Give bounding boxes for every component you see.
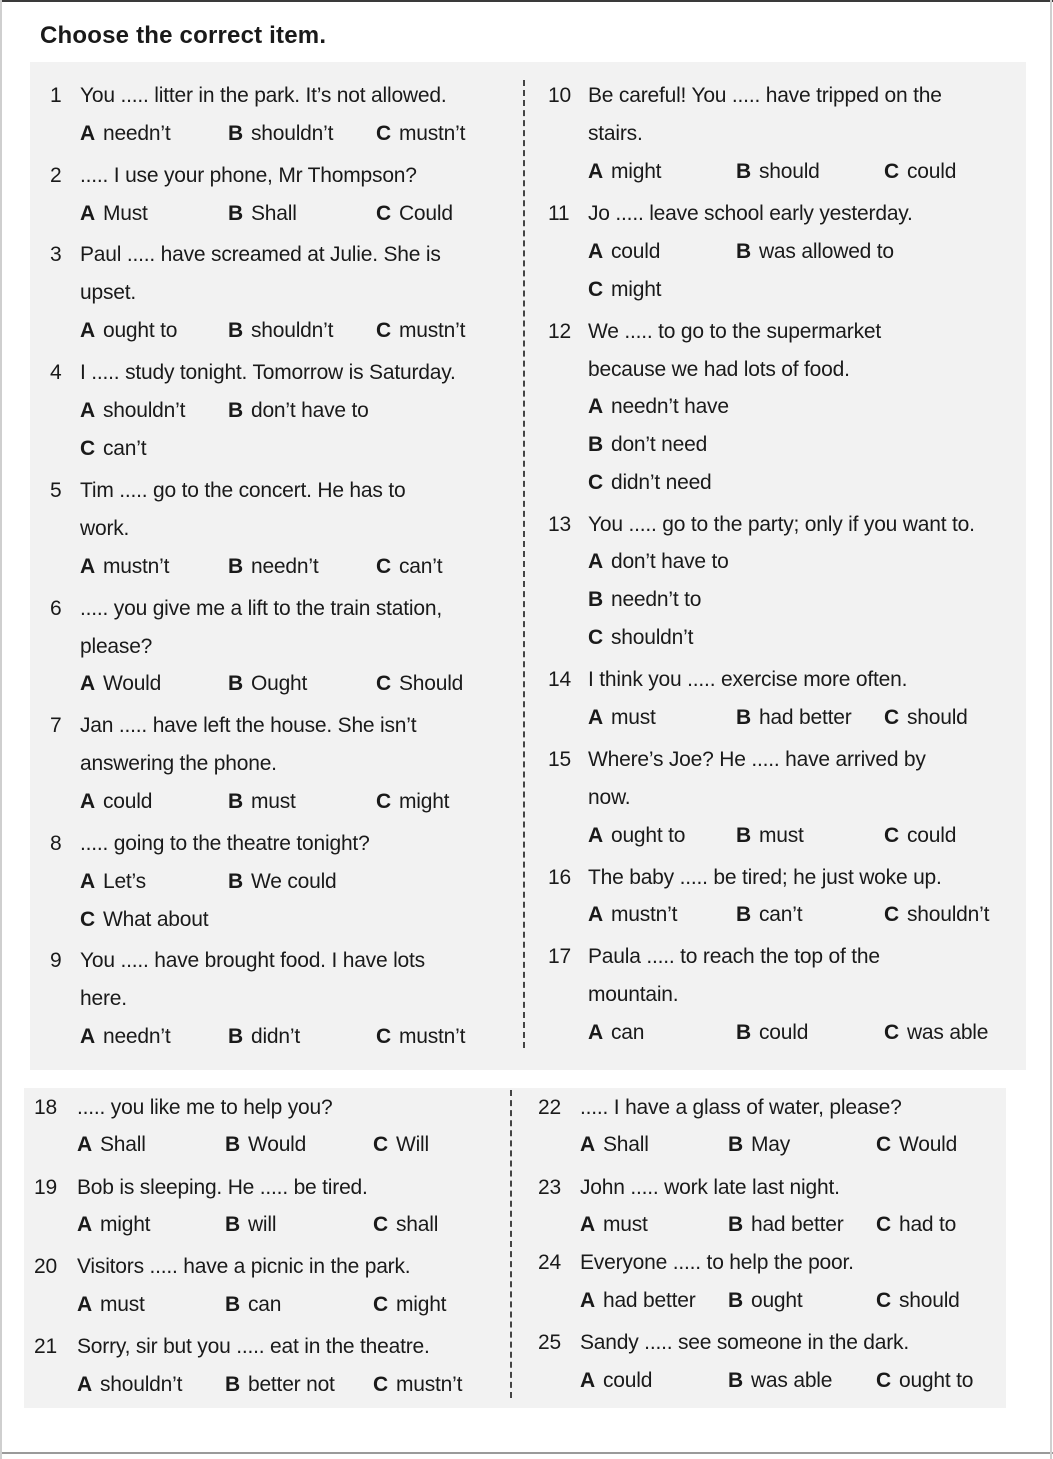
question-number: 24 <box>538 1251 561 1274</box>
option-text: May <box>750 1133 791 1156</box>
answer-option[interactable] <box>588 160 661 184</box>
option-text: didn’t need <box>610 471 712 494</box>
option-text: must <box>99 1293 145 1316</box>
option-letter: A <box>580 1213 595 1236</box>
answer-option[interactable] <box>580 1213 648 1237</box>
option-text: might <box>99 1213 151 1236</box>
option-text: might <box>398 790 450 813</box>
option-text: Would <box>898 1133 958 1156</box>
answer-option[interactable] <box>588 240 660 264</box>
option-text: can’t <box>398 555 443 578</box>
option-letter: C <box>376 319 391 342</box>
option-text: shouldn’t <box>250 319 334 342</box>
option-text: had better <box>750 1213 844 1236</box>
option-letter: B <box>225 1293 240 1316</box>
option-letter: B <box>228 1025 243 1048</box>
question-number: 12 <box>548 320 571 343</box>
answer-option[interactable] <box>580 1369 652 1393</box>
option-text: should <box>898 1289 960 1312</box>
answer-option[interactable] <box>588 588 701 612</box>
answer-option[interactable] <box>884 824 956 848</box>
question-number: 4 <box>50 361 62 384</box>
option-text: can <box>610 1021 645 1044</box>
answer-option[interactable] <box>736 824 804 848</box>
page-left-border <box>0 0 2 1459</box>
option-text: could <box>102 790 153 813</box>
option-letter: C <box>376 790 391 813</box>
option-text: ought to <box>610 824 686 847</box>
question-number: 6 <box>50 597 62 620</box>
option-letter: B <box>225 1373 240 1396</box>
option-letter: C <box>876 1289 891 1312</box>
option-text: was able <box>750 1369 833 1392</box>
question-number: 17 <box>548 945 571 968</box>
option-letter: C <box>376 672 391 695</box>
option-text: will <box>247 1213 277 1236</box>
option-letter: A <box>80 672 95 695</box>
option-letter: A <box>80 870 95 893</box>
option-letter: A <box>580 1133 595 1156</box>
question-text: answering the phone. <box>80 752 277 775</box>
option-text: can’t <box>102 437 147 460</box>
answer-option[interactable] <box>373 1293 446 1317</box>
answer-option[interactable] <box>580 1289 696 1313</box>
question-text: Be careful! You ..... have tripped on the <box>588 84 942 107</box>
answer-option[interactable] <box>80 437 146 461</box>
option-letter: A <box>588 240 603 263</box>
question-text: upset. <box>80 281 137 304</box>
answer-option[interactable] <box>884 1021 988 1045</box>
option-letter: C <box>376 1025 391 1048</box>
answer-option[interactable] <box>736 903 802 927</box>
option-letter: C <box>376 122 391 145</box>
answer-option[interactable] <box>80 870 146 894</box>
answer-option[interactable] <box>876 1133 957 1157</box>
question-text: You ..... go to the party; only if you want to. <box>588 513 975 536</box>
option-letter: B <box>228 399 243 422</box>
question-text: now. <box>588 786 631 809</box>
answer-option[interactable] <box>228 555 318 579</box>
answer-option[interactable] <box>80 672 161 696</box>
option-text: What about <box>102 908 209 931</box>
question-text: Bob is sleeping. He ..... be tired. <box>77 1176 368 1199</box>
answer-option[interactable] <box>588 706 656 730</box>
option-letter: A <box>80 399 95 422</box>
question-text: ..... I use your phone, Mr Thompson? <box>80 164 417 187</box>
option-letter: A <box>588 550 603 573</box>
option-text: Would <box>102 672 162 695</box>
option-letter: C <box>884 824 899 847</box>
question-number: 15 <box>548 748 571 771</box>
option-text: Will <box>395 1133 429 1156</box>
answer-option[interactable] <box>80 790 152 814</box>
question-number: 2 <box>50 164 62 187</box>
answer-option[interactable] <box>588 433 707 457</box>
answer-option[interactable] <box>876 1369 973 1393</box>
answer-option[interactable] <box>77 1373 182 1397</box>
answer-option[interactable] <box>80 908 208 932</box>
option-letter: C <box>884 903 899 926</box>
option-letter: B <box>736 160 751 183</box>
answer-option[interactable] <box>228 790 296 814</box>
question-text: Visitors ..... have a picnic in the park. <box>77 1255 411 1278</box>
answer-option[interactable] <box>376 790 449 814</box>
option-text: shouldn’t <box>102 399 186 422</box>
answer-option[interactable] <box>736 1021 808 1045</box>
option-letter: C <box>884 706 899 729</box>
question-text: ..... I have a glass of water, please? <box>580 1096 902 1119</box>
option-text: should <box>906 706 968 729</box>
option-text: must <box>610 706 656 729</box>
column-divider-bottom <box>510 1090 512 1398</box>
option-text: could <box>758 1021 809 1044</box>
answer-option[interactable] <box>80 399 185 423</box>
option-letter: A <box>80 319 95 342</box>
option-text: needn’t to <box>610 588 702 611</box>
option-letter: C <box>876 1213 891 1236</box>
option-letter: C <box>373 1373 388 1396</box>
option-text: might <box>610 160 662 183</box>
answer-option[interactable] <box>588 626 693 650</box>
answer-option[interactable] <box>376 202 453 226</box>
answer-option[interactable] <box>77 1293 145 1317</box>
answer-option[interactable] <box>376 319 465 343</box>
option-text: needn’t have <box>610 395 729 418</box>
option-text: needn’t <box>250 555 319 578</box>
option-letter: B <box>736 706 751 729</box>
option-letter: A <box>80 1025 95 1048</box>
option-letter: B <box>588 588 603 611</box>
option-text: Could <box>398 202 453 225</box>
answer-option[interactable] <box>373 1213 438 1237</box>
answer-option[interactable] <box>80 1025 170 1049</box>
option-text: better not <box>247 1373 335 1396</box>
option-text: Let’s <box>102 870 146 893</box>
option-text: mustn’t <box>398 1025 466 1048</box>
question-text: Sorry, sir but you ..... eat in the theatre. <box>77 1335 430 1358</box>
question-number: 21 <box>34 1335 57 1358</box>
option-letter: C <box>588 278 603 301</box>
answer-option[interactable] <box>77 1133 146 1157</box>
question-number: 22 <box>538 1096 561 1119</box>
question-text: I ..... study tonight. Tomorrow is Saturday. <box>80 361 456 384</box>
question-text: The baby ..... be tired; he just woke up. <box>588 866 942 889</box>
answer-option[interactable] <box>228 122 333 146</box>
option-text: Shall <box>602 1133 649 1156</box>
option-letter: A <box>588 903 603 926</box>
option-text: must <box>602 1213 648 1236</box>
option-letter: A <box>77 1373 92 1396</box>
answer-option[interactable] <box>588 550 729 574</box>
question-text: Sandy ..... see someone in the dark. <box>580 1331 909 1354</box>
option-text: Shall <box>250 202 297 225</box>
answer-option[interactable] <box>228 399 369 423</box>
answer-option[interactable] <box>376 672 463 696</box>
option-letter: B <box>228 672 243 695</box>
question-text: ..... you like me to help you? <box>77 1096 333 1119</box>
answer-option[interactable] <box>225 1373 335 1397</box>
option-text: can’t <box>758 903 803 926</box>
option-letter: A <box>588 395 603 418</box>
question-number: 1 <box>50 84 62 107</box>
option-text: Shall <box>99 1133 146 1156</box>
page-top-border <box>0 0 1053 2</box>
page-right-border <box>1050 0 1052 1459</box>
question-text: mountain. <box>588 983 679 1006</box>
option-letter: B <box>736 1021 751 1044</box>
answer-option[interactable] <box>728 1133 790 1157</box>
answer-option[interactable] <box>884 160 956 184</box>
option-text: needn’t <box>102 122 171 145</box>
question-number: 7 <box>50 714 62 737</box>
option-letter: B <box>736 240 751 263</box>
answer-option[interactable] <box>373 1133 429 1157</box>
option-text: was able <box>906 1021 989 1044</box>
option-letter: A <box>77 1213 92 1236</box>
question-text: Tim ..... go to the concert. He has to <box>80 479 406 502</box>
answer-option[interactable] <box>376 122 465 146</box>
option-letter: B <box>728 1133 743 1156</box>
option-text: had better <box>758 706 852 729</box>
option-letter: B <box>228 202 243 225</box>
answer-option[interactable] <box>728 1289 803 1313</box>
question-text: You ..... have brought food. I have lots <box>80 949 425 972</box>
option-letter: B <box>588 433 603 456</box>
question-text: Jan ..... have left the house. She isn’t <box>80 714 417 737</box>
option-letter: C <box>588 471 603 494</box>
option-letter: B <box>228 122 243 145</box>
question-text: ..... going to the theatre tonight? <box>80 832 370 855</box>
question-number: 20 <box>34 1255 57 1278</box>
option-text: Would <box>247 1133 307 1156</box>
answer-option[interactable] <box>80 555 169 579</box>
option-letter: C <box>376 202 391 225</box>
option-text: Must <box>102 202 148 225</box>
option-letter: A <box>80 790 95 813</box>
answer-option[interactable] <box>228 202 297 226</box>
option-letter: B <box>728 1213 743 1236</box>
option-text: could <box>610 240 661 263</box>
answer-option[interactable] <box>728 1369 832 1393</box>
option-text: mustn’t <box>395 1373 463 1396</box>
answer-option[interactable] <box>588 903 677 927</box>
option-letter: A <box>77 1133 92 1156</box>
question-text: John ..... work late last night. <box>580 1176 840 1199</box>
option-text: shouldn’t <box>610 626 694 649</box>
option-letter: A <box>588 160 603 183</box>
option-text: ought to <box>898 1369 974 1392</box>
option-letter: A <box>580 1289 595 1312</box>
option-text: didn’t <box>250 1025 300 1048</box>
answer-option[interactable] <box>728 1213 844 1237</box>
answer-option[interactable] <box>580 1133 649 1157</box>
option-text: shouldn’t <box>906 903 990 926</box>
option-text: mustn’t <box>102 555 170 578</box>
question-text: We ..... to go to the supermarket <box>588 320 881 343</box>
option-letter: C <box>373 1293 388 1316</box>
bottom-exercise-panel <box>24 1088 1006 1408</box>
answer-option[interactable] <box>588 278 661 302</box>
answer-option[interactable] <box>588 395 729 419</box>
option-letter: B <box>228 790 243 813</box>
option-text: We could <box>250 870 337 893</box>
option-letter: B <box>736 903 751 926</box>
question-text: ..... you give me a lift to the train station, <box>80 597 442 620</box>
answer-option[interactable] <box>876 1289 960 1313</box>
question-text: here. <box>80 987 127 1010</box>
option-text: might <box>610 278 662 301</box>
option-text: don’t have to <box>250 399 369 422</box>
option-text: needn’t <box>102 1025 171 1048</box>
option-letter: B <box>728 1289 743 1312</box>
answer-option[interactable] <box>228 672 307 696</box>
option-text: had to <box>898 1213 957 1236</box>
answer-option[interactable] <box>876 1213 956 1237</box>
option-text: might <box>395 1293 447 1316</box>
question-number: 14 <box>548 668 571 691</box>
option-letter: C <box>373 1133 388 1156</box>
option-text: don’t have to <box>610 550 729 573</box>
answer-option[interactable] <box>80 122 170 146</box>
option-letter: C <box>876 1133 891 1156</box>
option-letter: B <box>225 1133 240 1156</box>
question-text: I think you ..... exercise more often. <box>588 668 908 691</box>
option-letter: B <box>228 870 243 893</box>
option-letter: A <box>80 122 95 145</box>
option-text: Ought <box>250 672 308 695</box>
option-text: mustn’t <box>398 122 466 145</box>
question-number: 10 <box>548 84 571 107</box>
question-number: 25 <box>538 1331 561 1354</box>
answer-option[interactable] <box>884 903 989 927</box>
question-number: 9 <box>50 949 62 972</box>
option-letter: A <box>580 1369 595 1392</box>
answer-option[interactable] <box>884 706 968 730</box>
option-letter: C <box>876 1369 891 1392</box>
question-number: 11 <box>548 202 570 225</box>
answer-option[interactable] <box>736 160 820 184</box>
option-text: must <box>250 790 296 813</box>
exercise-title: Choose the correct item. <box>40 22 327 49</box>
answer-option[interactable] <box>376 555 442 579</box>
option-text: should <box>758 160 820 183</box>
option-letter: C <box>80 437 95 460</box>
answer-option[interactable] <box>80 319 177 343</box>
question-number: 5 <box>50 479 62 502</box>
question-number: 23 <box>538 1176 561 1199</box>
option-text: can <box>247 1293 282 1316</box>
question-number: 19 <box>34 1176 57 1199</box>
answer-option[interactable] <box>736 240 894 264</box>
answer-option[interactable] <box>376 1025 465 1049</box>
question-number: 8 <box>50 832 62 855</box>
option-letter: B <box>228 319 243 342</box>
question-text: Where’s Joe? He ..... have arrived by <box>588 748 926 771</box>
option-letter: A <box>588 824 603 847</box>
option-letter: C <box>376 555 391 578</box>
option-letter: A <box>80 555 95 578</box>
option-text: shall <box>395 1213 439 1236</box>
answer-option[interactable] <box>225 1213 276 1237</box>
question-text: Jo ..... leave school early yesterday. <box>588 202 913 225</box>
answer-option[interactable] <box>225 1293 281 1317</box>
option-text: could <box>906 824 957 847</box>
option-letter: A <box>588 1021 603 1044</box>
page-bottom-border <box>0 1452 1053 1454</box>
question-text: Paul ..... have screamed at Julie. She is <box>80 243 441 266</box>
option-text: Should <box>398 672 464 695</box>
answer-option[interactable] <box>736 706 852 730</box>
answer-option[interactable] <box>228 1025 300 1049</box>
question-number: 16 <box>548 866 571 889</box>
option-letter: C <box>884 160 899 183</box>
question-text: because we had lots of food. <box>588 358 850 381</box>
answer-option[interactable] <box>225 1133 306 1157</box>
option-text: was allowed to <box>758 240 894 263</box>
option-letter: B <box>225 1213 240 1236</box>
option-text: could <box>602 1369 653 1392</box>
column-divider-top <box>523 80 525 1048</box>
option-letter: B <box>228 555 243 578</box>
answer-option[interactable] <box>80 202 148 226</box>
answer-option[interactable] <box>373 1373 462 1397</box>
answer-option[interactable] <box>228 319 333 343</box>
option-letter: A <box>80 202 95 225</box>
answer-option[interactable] <box>77 1213 150 1237</box>
answer-option[interactable] <box>588 1021 644 1045</box>
answer-option[interactable] <box>228 870 337 894</box>
option-letter: C <box>373 1213 388 1236</box>
option-text: must <box>758 824 804 847</box>
answer-option[interactable] <box>588 471 712 495</box>
answer-option[interactable] <box>588 824 685 848</box>
option-letter: C <box>588 626 603 649</box>
option-letter: A <box>77 1293 92 1316</box>
question-number: 18 <box>34 1096 57 1119</box>
option-letter: C <box>80 908 95 931</box>
question-text: You ..... litter in the park. It’s not allowed. <box>80 84 447 107</box>
question-number: 3 <box>50 243 62 266</box>
option-text: had better <box>602 1289 696 1312</box>
option-letter: B <box>736 824 751 847</box>
question-text: please? <box>80 635 153 658</box>
option-text: ought to <box>102 319 178 342</box>
question-number: 13 <box>548 513 571 536</box>
option-text: could <box>906 160 957 183</box>
option-letter: C <box>884 1021 899 1044</box>
option-text: mustn’t <box>610 903 678 926</box>
option-text: shouldn’t <box>250 122 334 145</box>
option-letter: B <box>728 1369 743 1392</box>
option-text: don’t need <box>610 433 708 456</box>
option-text: mustn’t <box>398 319 466 342</box>
option-text: shouldn’t <box>99 1373 183 1396</box>
question-text: work. <box>80 517 130 540</box>
question-text: Everyone ..... to help the poor. <box>580 1251 854 1274</box>
option-letter: A <box>588 706 603 729</box>
question-text: stairs. <box>588 122 643 145</box>
option-text: ought <box>750 1289 803 1312</box>
question-text: Paula ..... to reach the top of the <box>588 945 880 968</box>
